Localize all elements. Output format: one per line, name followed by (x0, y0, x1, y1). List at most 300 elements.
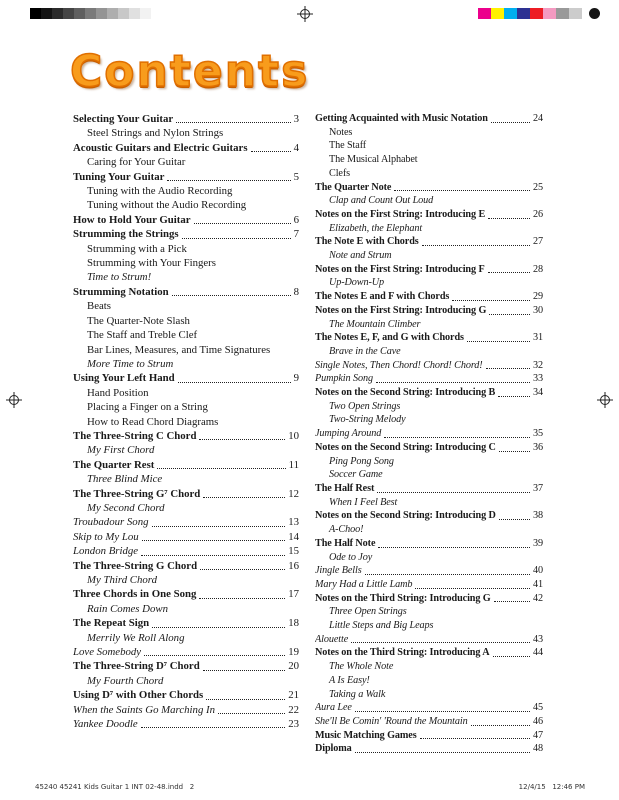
toc-entry-label: Strumming the Strings (73, 228, 179, 241)
toc-entry (73, 659, 299, 673)
toc-entry-label: Merrily We Roll Along (87, 631, 185, 644)
toc-entry (315, 304, 543, 318)
toc-page-number: 44 (533, 647, 543, 659)
toc-entry (315, 372, 543, 386)
toc-entry (73, 371, 299, 385)
toc-page-number: 33 (533, 373, 543, 385)
grayscale-swatch (52, 8, 63, 19)
grayscale-swatch (107, 8, 118, 19)
dot-leader (167, 180, 290, 181)
toc-page-number: 38 (533, 510, 543, 522)
toc-entry (315, 153, 543, 167)
toc-entry (73, 443, 299, 457)
toc-entry-label: Jingle Bells (315, 565, 362, 577)
dot-leader (172, 295, 291, 296)
toc-entry (73, 155, 299, 169)
grayscale-swatch (85, 8, 96, 19)
toc-entry (73, 270, 299, 284)
toc-entry-label: The Note E with Chords (315, 236, 419, 248)
toc-entry (315, 619, 543, 633)
toc-entry-label: The Three-String C Chord (73, 429, 197, 442)
toc-entry-label: The Quarter Rest (73, 458, 155, 471)
toc-page-number: 14 (288, 530, 299, 543)
toc-entry-label: Yankee Doodle (73, 718, 138, 731)
toc-entry-label: The Whole Note (329, 661, 394, 673)
dot-leader (376, 382, 530, 383)
toc-entry (315, 482, 543, 496)
toc-page-number: 6 (293, 213, 299, 226)
dot-leader (206, 699, 285, 700)
toc-entry (315, 427, 543, 441)
toc-entry (315, 660, 543, 674)
toc-entry-label: London Bridge (73, 545, 139, 558)
toc-entry-label: Notes on the First String: Introducing F (315, 263, 485, 275)
toc-column-left (73, 112, 299, 756)
toc-entry-label: The Notes E and F with Chords (315, 291, 450, 303)
toc-entry-label: The Three-String G Chord (73, 559, 198, 572)
toc-entry (73, 703, 299, 717)
toc-entry-label: Skip to My Lou (73, 530, 139, 543)
toc-entry (315, 455, 543, 469)
registration-mark-icon (597, 392, 613, 408)
dot-leader (415, 588, 530, 589)
toc-entry-label: Three Open Strings (329, 606, 407, 618)
toc-entry (315, 537, 543, 551)
grayscale-calibration-bar (30, 8, 151, 19)
toc-entry-label: Notes on the Third String: Introducing G (315, 592, 491, 604)
toc-entry (315, 551, 543, 565)
toc-entry (73, 415, 299, 429)
toc-entry (73, 285, 299, 299)
dot-leader (142, 540, 286, 541)
toc-page-number: 29 (533, 291, 543, 303)
toc-entry (73, 328, 299, 342)
dot-leader (199, 439, 285, 440)
toc-page-number: 47 (533, 729, 543, 741)
toc-page-number: 5 (293, 170, 299, 183)
toc-page-number: 39 (533, 537, 543, 549)
dot-leader (152, 627, 285, 628)
toc-entry-label: Acoustic Guitars and Electric Guitars (73, 141, 248, 154)
slug-timestamp: 12/4/15 12:46 PM (518, 783, 585, 791)
toc-entry-label: Hand Position (87, 386, 149, 399)
toc-entry (315, 249, 543, 263)
toc-page-number: 21 (288, 689, 299, 702)
toc-entry (315, 263, 543, 277)
toc-page-number: 26 (533, 208, 543, 220)
toc-entry (73, 544, 299, 558)
toc-entry (315, 276, 543, 290)
toc-page-number: 37 (533, 482, 543, 494)
toc-entry-label: The Musical Alphabet (329, 154, 418, 166)
dot-leader (488, 272, 530, 273)
toc-page-number: 22 (288, 703, 299, 716)
toc-entry (315, 290, 543, 304)
toc-entry-label: Three Chords in One Song (73, 588, 197, 601)
toc-page-number: 43 (533, 633, 543, 645)
toc-entry (73, 487, 299, 501)
toc-page-number: 36 (533, 441, 543, 453)
toc-entry (315, 564, 543, 578)
toc-entry-label: Ode to Joy (329, 551, 373, 563)
toc-entry-label: Notes on the Second String: Introducing B (315, 387, 496, 399)
toc-page-number: 46 (533, 715, 543, 727)
toc-page-number: 19 (288, 646, 299, 659)
toc-page-number: 15 (288, 545, 299, 558)
toc-page-number: 28 (533, 263, 543, 275)
color-swatch (543, 8, 556, 19)
toc-entry (73, 343, 299, 357)
toc-entry (315, 496, 543, 510)
dot-leader (355, 752, 530, 753)
dot-leader (176, 122, 290, 123)
toc-entry (73, 429, 299, 443)
toc-entry (315, 126, 543, 140)
toc-entry-label: When I Feel Best (329, 496, 398, 508)
dot-leader (422, 245, 530, 246)
registration-mark-icon (6, 392, 22, 408)
toc-entry-label: Two Open Strings (329, 400, 401, 412)
toc-entry (73, 688, 299, 702)
registration-mark-icon (297, 6, 313, 22)
toc-page-number: 3 (293, 113, 299, 125)
toc-page-number: 13 (288, 516, 299, 529)
toc-entry (73, 126, 299, 140)
toc-entry-label: The Three-String D⁷ Chord (73, 660, 200, 673)
toc-entry (315, 345, 543, 359)
dot-leader (144, 655, 285, 656)
dot-leader (499, 519, 530, 520)
toc-entry (73, 227, 299, 241)
toc-page-number: 45 (533, 702, 543, 714)
toc-page-number: 42 (533, 592, 543, 604)
color-swatch (478, 8, 491, 19)
toc-entry (73, 472, 299, 486)
toc-page-number: 34 (533, 387, 543, 399)
dot-leader (471, 725, 530, 726)
toc-entry (315, 605, 543, 619)
toc-entry-label: Notes on the Third String: Introducing A (315, 647, 490, 659)
toc-entry-label: My First Chord (87, 444, 155, 457)
toc-entry (315, 235, 543, 249)
toc-entry-label: My Fourth Chord (87, 674, 164, 687)
toc-entry (315, 208, 543, 222)
toc-entry (73, 587, 299, 601)
dot-leader (152, 526, 286, 527)
page-title: Contents (70, 46, 310, 97)
toc-entry (73, 314, 299, 328)
grayscale-swatch (96, 8, 107, 19)
toc-page-number: 31 (533, 332, 543, 344)
dot-leader (384, 437, 530, 438)
table-of-contents (73, 112, 543, 756)
toc-entry (73, 213, 299, 227)
toc-entry-label: When the Saints Go Marching In (73, 703, 216, 716)
toc-entry-label: The Repeat Sign (73, 617, 150, 630)
toc-entry (73, 170, 299, 184)
toc-page-number: 23 (288, 718, 299, 731)
dot-leader (194, 223, 291, 224)
toc-entry (315, 633, 543, 647)
registration-dot-icon (589, 8, 600, 19)
dot-leader (351, 642, 530, 643)
toc-entry-label: Strumming with a Pick (87, 242, 187, 255)
toc-entry (315, 742, 543, 756)
toc-page-number: 41 (533, 578, 543, 590)
toc-entry-label: Elizabeth, the Elephant (329, 222, 423, 234)
toc-page-number: 17 (288, 588, 299, 601)
toc-entry-label: Notes on the Second String: Introducing C (315, 441, 496, 453)
dot-leader (486, 368, 530, 369)
toc-entry-label: Beats (87, 300, 111, 313)
toc-page-number: 35 (533, 428, 543, 440)
dot-leader (141, 727, 286, 728)
dot-leader (494, 601, 530, 602)
toc-entry-label: Little Steps and Big Leaps (329, 620, 434, 632)
grayscale-swatch (30, 8, 41, 19)
toc-entry-label: Alouette (315, 633, 349, 645)
dot-leader (365, 574, 530, 575)
dot-leader (251, 151, 291, 152)
color-calibration-bar (478, 8, 582, 19)
dot-leader (178, 382, 291, 383)
toc-entry-label: Tuning Your Guitar (73, 170, 165, 183)
toc-entry (73, 616, 299, 630)
dot-leader (157, 468, 285, 469)
toc-entry (73, 141, 299, 155)
toc-entry (73, 458, 299, 472)
toc-entry-label: Bar Lines, Measures, and Time Signatures (87, 343, 271, 356)
toc-entry-label: Clefs (329, 167, 351, 179)
toc-entry-label: The Three-String G⁷ Chord (73, 487, 201, 500)
dot-leader (203, 497, 285, 498)
toc-entry (73, 198, 299, 212)
toc-entry-label: Strumming Notation (73, 285, 169, 298)
toc-entry (315, 646, 543, 660)
toc-page-number: 32 (533, 359, 543, 371)
toc-page-number: 27 (533, 236, 543, 248)
toc-entry (315, 523, 543, 537)
toc-entry-label: Single Notes, Then Chord! Chord! Chord! (315, 359, 483, 371)
toc-entry (315, 194, 543, 208)
toc-entry-label: The Staff and Treble Clef (87, 329, 198, 342)
color-swatch (491, 8, 504, 19)
toc-entry (315, 688, 543, 702)
toc-entry-label: Clap and Count Out Loud (329, 195, 434, 207)
toc-entry (73, 645, 299, 659)
toc-page-number: 24 (533, 113, 543, 124)
toc-entry-label: Jumping Around (315, 428, 382, 440)
color-swatch (530, 8, 543, 19)
toc-entry-label: Strumming with Your Fingers (87, 257, 216, 270)
toc-entry-label: Ping Pong Song (329, 455, 394, 467)
toc-entry-label: Music Matching Games (315, 729, 417, 741)
toc-entry-label: Troubadour Song (73, 516, 149, 529)
toc-column-right (315, 112, 543, 756)
toc-entry-label: The Notes E, F, and G with Chords (315, 332, 464, 344)
toc-entry (315, 222, 543, 236)
toc-entry (315, 468, 543, 482)
toc-entry-label: A Is Easy! (329, 674, 370, 686)
color-swatch (569, 8, 582, 19)
toc-entry-label: Selecting Your Guitar (73, 113, 174, 125)
dot-leader (394, 190, 530, 191)
toc-entry (73, 242, 299, 256)
dot-leader (467, 341, 530, 342)
dot-leader (378, 547, 530, 548)
toc-entry (73, 299, 299, 313)
toc-entry (315, 729, 543, 743)
toc-entry (315, 592, 543, 606)
dot-leader (141, 555, 285, 556)
toc-entry (73, 530, 299, 544)
toc-entry-label: Three Blind Mice (87, 473, 163, 486)
toc-page-number: 18 (288, 617, 299, 630)
grayscale-swatch (118, 8, 129, 19)
toc-entry-label: My Second Chord (87, 501, 165, 514)
toc-entry (73, 112, 299, 126)
toc-entry-label: How to Read Chord Diagrams (87, 415, 219, 428)
dot-leader (355, 711, 530, 712)
toc-entry-label: Placing a Finger on a String (87, 401, 208, 414)
toc-page-number: 48 (533, 743, 543, 755)
toc-entry-label: How to Hold Your Guitar (73, 213, 191, 226)
toc-page-number: 9 (293, 372, 299, 385)
toc-entry (315, 318, 543, 332)
toc-entry-label: Using D⁷ with Other Chords (73, 689, 204, 702)
toc-entry (315, 578, 543, 592)
dot-leader (489, 314, 530, 315)
toc-entry (315, 359, 543, 373)
dot-leader (499, 451, 530, 452)
toc-page-number: 40 (533, 565, 543, 577)
toc-page-number: 8 (293, 285, 299, 298)
toc-entry (315, 441, 543, 455)
toc-entry (315, 167, 543, 181)
toc-entry-label: The Staff (329, 140, 367, 152)
toc-page-number: 25 (533, 181, 543, 193)
toc-entry (73, 515, 299, 529)
toc-entry-label: Pumpkin Song (315, 373, 373, 385)
toc-entry (315, 715, 543, 729)
toc-page-number: 16 (288, 559, 299, 572)
toc-entry-label: The Half Rest (315, 482, 375, 494)
toc-entry-label: Mary Had a Little Lamb (315, 578, 413, 590)
toc-entry (315, 674, 543, 688)
toc-entry (73, 573, 299, 587)
color-swatch (517, 8, 530, 19)
dot-leader (452, 300, 530, 301)
toc-entry-label: Notes (329, 126, 353, 138)
toc-entry-label: The Quarter Note (315, 181, 392, 193)
toc-entry (315, 181, 543, 195)
toc-entry (73, 256, 299, 270)
dot-leader (488, 218, 530, 219)
color-swatch (504, 8, 517, 19)
toc-entry-label: Time to Strum! (87, 271, 152, 284)
toc-page-number: 20 (288, 660, 299, 673)
toc-entry-label: Steel Strings and Nylon Strings (87, 127, 224, 140)
toc-entry (73, 400, 299, 414)
toc-entry-label: A-Choo! (329, 524, 364, 536)
slug-filename: 45240 45241 Kids Guitar 1 INT 02-48.indd 2 (35, 783, 195, 791)
grayscale-swatch (74, 8, 85, 19)
toc-page-number: 7 (293, 228, 299, 241)
toc-entry (315, 112, 543, 126)
dot-leader (491, 122, 530, 123)
toc-entry-label: Tuning without the Audio Recording (87, 199, 247, 212)
toc-entry-label: Aura Lee (315, 702, 352, 714)
dot-leader (200, 569, 285, 570)
dot-leader (498, 396, 530, 397)
toc-entry-label: Using Your Left Hand (73, 372, 175, 385)
toc-entry (315, 701, 543, 715)
dot-leader (203, 670, 285, 671)
toc-entry-label: Love Somebody (73, 646, 142, 659)
dot-leader (377, 492, 530, 493)
toc-page-number: 4 (293, 141, 299, 154)
toc-entry-label: The Quarter-Note Slash (87, 314, 190, 327)
toc-entry (73, 602, 299, 616)
toc-entry (315, 413, 543, 427)
dot-leader (420, 738, 530, 739)
grayscale-swatch (140, 8, 151, 19)
toc-entry-label: Two-String Melody (329, 414, 406, 426)
toc-entry (73, 631, 299, 645)
toc-page-number: 11 (288, 458, 299, 471)
dot-leader (218, 713, 285, 714)
toc-page-number: 12 (288, 487, 299, 500)
toc-entry (73, 184, 299, 198)
toc-entry (315, 400, 543, 414)
toc-entry (315, 386, 543, 400)
toc-entry-label: Rain Comes Down (87, 602, 168, 615)
toc-entry-label: Taking a Walk (329, 688, 386, 700)
toc-entry-label: Soccer Game (329, 469, 383, 481)
toc-entry-label: Caring for Your Guitar (87, 156, 186, 169)
toc-entry-label: Notes on the Second String: Introducing D (315, 510, 496, 522)
toc-entry-label: Diploma (315, 743, 352, 755)
grayscale-swatch (63, 8, 74, 19)
toc-entry-label: More Time to Strum (87, 357, 174, 370)
toc-entry (73, 357, 299, 371)
toc-entry (315, 509, 543, 523)
toc-entry-label: She'll Be Comin' 'Round the Mountain (315, 715, 468, 727)
toc-entry-label: Up-Down-Up (329, 277, 385, 289)
toc-page-number: 30 (533, 304, 543, 316)
toc-entry-label: Notes on the First String: Introducing G (315, 304, 487, 316)
toc-entry (73, 674, 299, 688)
toc-entry-label: Notes on the First String: Introducing E (315, 208, 486, 220)
toc-entry-label: Brave in the Cave (329, 345, 401, 357)
toc-entry (73, 501, 299, 515)
toc-entry-label: The Mountain Climber (329, 318, 421, 330)
toc-entry (315, 331, 543, 345)
toc-entry (73, 559, 299, 573)
toc-entry-label: Getting Acquainted with Music Notation (315, 113, 488, 124)
dot-leader (199, 598, 285, 599)
toc-entry-label: Note and Strum (329, 250, 392, 262)
grayscale-swatch (41, 8, 52, 19)
toc-entry (315, 139, 543, 153)
toc-entry (73, 717, 299, 731)
toc-entry (73, 386, 299, 400)
dot-leader (493, 656, 531, 657)
grayscale-swatch (129, 8, 140, 19)
dot-leader (182, 238, 291, 239)
toc-entry-label: The Half Note (315, 537, 376, 549)
toc-page-number: 10 (288, 429, 299, 442)
